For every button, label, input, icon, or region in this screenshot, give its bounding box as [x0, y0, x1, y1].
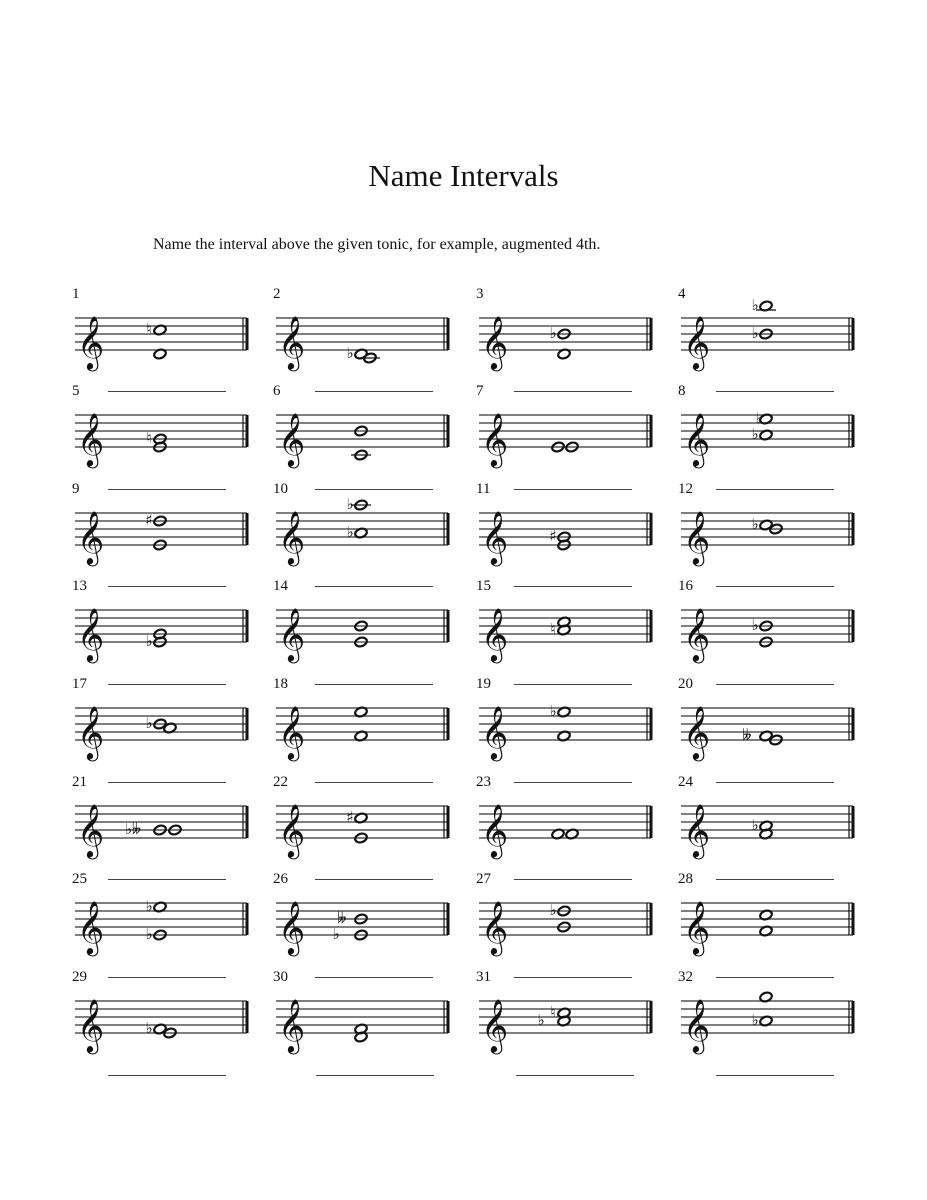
exercise-number: 13 — [72, 578, 87, 594]
natural-accidental-icon: ♮ — [550, 1003, 556, 1021]
flat-accidental-icon: ♭ — [549, 324, 557, 342]
exercise-8 — [678, 383, 878, 481]
staff — [678, 774, 878, 872]
treble-clef-icon: 𝄞 — [481, 412, 509, 466]
flat-accidental-icon: ♭ — [751, 515, 759, 533]
treble-clef-icon: 𝄞 — [77, 510, 105, 564]
treble-clef-icon: 𝄞 — [683, 412, 711, 466]
exercise-19 — [476, 676, 676, 774]
staff — [678, 871, 878, 969]
exercise-12 — [678, 481, 878, 579]
exercise-number: 4 — [678, 286, 686, 302]
staff — [678, 578, 878, 676]
answer-line-bottom-31[interactable] — [516, 1075, 634, 1076]
flat-doubleflat-accidental-icon: ♭𝄫 — [124, 820, 142, 838]
staff — [72, 969, 272, 1067]
exercise-23 — [476, 774, 676, 872]
treble-clef-icon: 𝄞 — [77, 607, 105, 661]
flat-accidental-icon: ♭ — [332, 925, 340, 943]
flat-accidental-icon: ♭ — [751, 324, 759, 342]
exercise-15 — [476, 578, 676, 676]
flat-accidental-icon: ♭ — [751, 1011, 759, 1029]
doubleflat-accidental-icon: 𝄫 — [742, 726, 752, 744]
staff — [72, 383, 272, 481]
exercise-number: 5 — [72, 383, 80, 399]
exercise-number: 9 — [72, 481, 80, 497]
staff — [72, 286, 272, 384]
exercise-number: 2 — [273, 286, 281, 302]
exercise-11 — [476, 481, 676, 579]
answer-line-bottom-30[interactable] — [316, 1075, 434, 1076]
exercise-number: 27 — [476, 871, 491, 887]
treble-clef-icon: 𝄞 — [278, 315, 306, 369]
exercise-5 — [72, 383, 272, 481]
staff — [476, 871, 676, 969]
treble-clef-icon: 𝄞 — [683, 315, 711, 369]
treble-clef-icon: 𝄞 — [278, 900, 306, 954]
exercise-32 — [678, 969, 878, 1067]
exercise-22 — [273, 774, 473, 872]
answer-line-bottom-32[interactable] — [716, 1075, 834, 1076]
sharp-accidental-icon: ♯ — [549, 527, 557, 545]
exercise-17 — [72, 676, 272, 774]
flat-accidental-icon: ♭ — [751, 296, 759, 314]
exercise-number: 12 — [678, 481, 693, 497]
flat-accidental-icon: ♭ — [346, 495, 354, 513]
doubleflat-accidental-icon: 𝄫 — [337, 909, 347, 927]
page-title: Name Intervals — [368, 158, 559, 193]
staff — [72, 871, 272, 969]
treble-clef-icon: 𝄞 — [278, 510, 306, 564]
natural-accidental-icon: ♮ — [550, 620, 556, 638]
staff — [273, 676, 473, 774]
exercise-7 — [476, 383, 676, 481]
treble-clef-icon: 𝄞 — [77, 705, 105, 759]
exercise-number: 26 — [273, 871, 288, 887]
flat-accidental-icon: ♭ — [755, 409, 763, 427]
treble-clef-icon: 𝄞 — [278, 998, 306, 1052]
staff — [678, 481, 878, 579]
exercise-3 — [476, 286, 676, 384]
exercise-number: 20 — [678, 676, 693, 692]
flat-accidental-icon: ♭ — [145, 897, 153, 915]
staff — [273, 481, 473, 579]
staff — [476, 676, 676, 774]
exercise-number: 17 — [72, 676, 87, 692]
sharp-accidental-icon: ♯ — [346, 808, 354, 826]
exercise-20 — [678, 676, 878, 774]
treble-clef-icon: 𝄞 — [77, 803, 105, 857]
flat-accidental-icon: ♭ — [751, 425, 759, 443]
staff — [476, 383, 676, 481]
treble-clef-icon: 𝄞 — [481, 900, 509, 954]
staff — [476, 969, 676, 1067]
treble-clef-icon: 𝄞 — [683, 998, 711, 1052]
exercise-14 — [273, 578, 473, 676]
exercise-number: 25 — [72, 871, 87, 887]
treble-clef-icon: 𝄞 — [278, 607, 306, 661]
exercise-4 — [678, 286, 878, 384]
exercise-number: 16 — [678, 578, 693, 594]
exercise-number: 32 — [678, 969, 693, 985]
exercise-9 — [72, 481, 272, 579]
staff — [273, 286, 473, 384]
staff — [678, 676, 878, 774]
natural-accidental-icon: ♮ — [146, 320, 152, 338]
treble-clef-icon: 𝄞 — [481, 315, 509, 369]
answer-line-bottom-29[interactable] — [108, 1075, 226, 1076]
exercise-30 — [273, 969, 473, 1067]
exercise-29 — [72, 969, 272, 1067]
staff — [678, 383, 878, 481]
treble-clef-icon: 𝄞 — [77, 998, 105, 1052]
treble-clef-icon: 𝄞 — [683, 900, 711, 954]
staff — [273, 578, 473, 676]
flat-accidental-icon: ♭ — [537, 1011, 545, 1029]
exercise-27 — [476, 871, 676, 969]
flat-accidental-icon: ♭ — [145, 632, 153, 650]
exercise-number: 1 — [72, 286, 80, 302]
exercise-28 — [678, 871, 878, 969]
exercise-number: 3 — [476, 286, 484, 302]
treble-clef-icon: 𝄞 — [683, 510, 711, 564]
exercise-number: 6 — [273, 383, 281, 399]
exercise-2 — [273, 286, 473, 384]
exercise-number: 18 — [273, 676, 288, 692]
treble-clef-icon: 𝄞 — [481, 607, 509, 661]
exercise-1 — [72, 286, 272, 384]
staff — [476, 578, 676, 676]
natural-accidental-icon: ♮ — [146, 429, 152, 447]
exercise-number: 24 — [678, 774, 693, 790]
treble-clef-icon: 𝄞 — [481, 705, 509, 759]
treble-clef-icon: 𝄞 — [481, 998, 509, 1052]
exercise-25 — [72, 871, 272, 969]
exercise-16 — [678, 578, 878, 676]
staff — [476, 774, 676, 872]
staff — [476, 286, 676, 384]
exercise-number: 21 — [72, 774, 87, 790]
exercise-number: 31 — [476, 969, 491, 985]
staff — [273, 383, 473, 481]
staff — [72, 676, 272, 774]
exercise-number: 19 — [476, 676, 491, 692]
flat-accidental-icon: ♭ — [145, 714, 153, 732]
exercise-31 — [476, 969, 676, 1067]
staff — [72, 578, 272, 676]
exercise-number: 23 — [476, 774, 491, 790]
treble-clef-icon: 𝄞 — [683, 705, 711, 759]
flat-accidental-icon: ♭ — [346, 344, 354, 362]
staff — [476, 481, 676, 579]
exercise-18 — [273, 676, 473, 774]
exercise-number: 11 — [476, 481, 491, 497]
exercise-number: 22 — [273, 774, 288, 790]
exercise-number: 15 — [476, 578, 491, 594]
staff — [72, 774, 272, 872]
exercise-26 — [273, 871, 473, 969]
treble-clef-icon: 𝄞 — [77, 315, 105, 369]
treble-clef-icon: 𝄞 — [683, 607, 711, 661]
flat-accidental-icon: ♭ — [346, 523, 354, 541]
exercise-10 — [273, 481, 473, 579]
treble-clef-icon: 𝄞 — [278, 803, 306, 857]
staff — [678, 286, 878, 384]
exercise-number: 7 — [476, 383, 484, 399]
treble-clef-icon: 𝄞 — [77, 412, 105, 466]
flat-accidental-icon: ♭ — [751, 816, 759, 834]
exercise-6 — [273, 383, 473, 481]
staff — [273, 871, 473, 969]
exercise-24 — [678, 774, 878, 872]
treble-clef-icon: 𝄞 — [683, 803, 711, 857]
exercise-number: 29 — [72, 969, 87, 985]
flat-accidental-icon: ♭ — [549, 702, 557, 720]
treble-clef-icon: 𝄞 — [481, 803, 509, 857]
flat-accidental-icon: ♭ — [145, 925, 153, 943]
staff — [273, 969, 473, 1067]
exercise-number: 30 — [273, 969, 288, 985]
instructions-text: Name the interval above the given tonic, for example, augmented 4th. — [153, 236, 601, 253]
exercise-number: 10 — [273, 481, 288, 497]
staff — [72, 481, 272, 579]
sharp-accidental-icon: ♯ — [145, 511, 153, 529]
exercise-number: 8 — [678, 383, 686, 399]
flat-accidental-icon: ♭ — [751, 616, 759, 634]
treble-clef-icon: 𝄞 — [481, 510, 509, 564]
flat-accidental-icon: ♭ — [549, 901, 557, 919]
flat-accidental-icon: ♭ — [145, 1019, 153, 1037]
treble-clef-icon: 𝄞 — [278, 705, 306, 759]
exercise-21 — [72, 774, 272, 872]
staff — [273, 774, 473, 872]
treble-clef-icon: 𝄞 — [77, 900, 105, 954]
exercise-13 — [72, 578, 272, 676]
exercise-number: 28 — [678, 871, 693, 887]
staff — [678, 969, 878, 1067]
exercise-number: 14 — [273, 578, 288, 594]
treble-clef-icon: 𝄞 — [278, 412, 306, 466]
